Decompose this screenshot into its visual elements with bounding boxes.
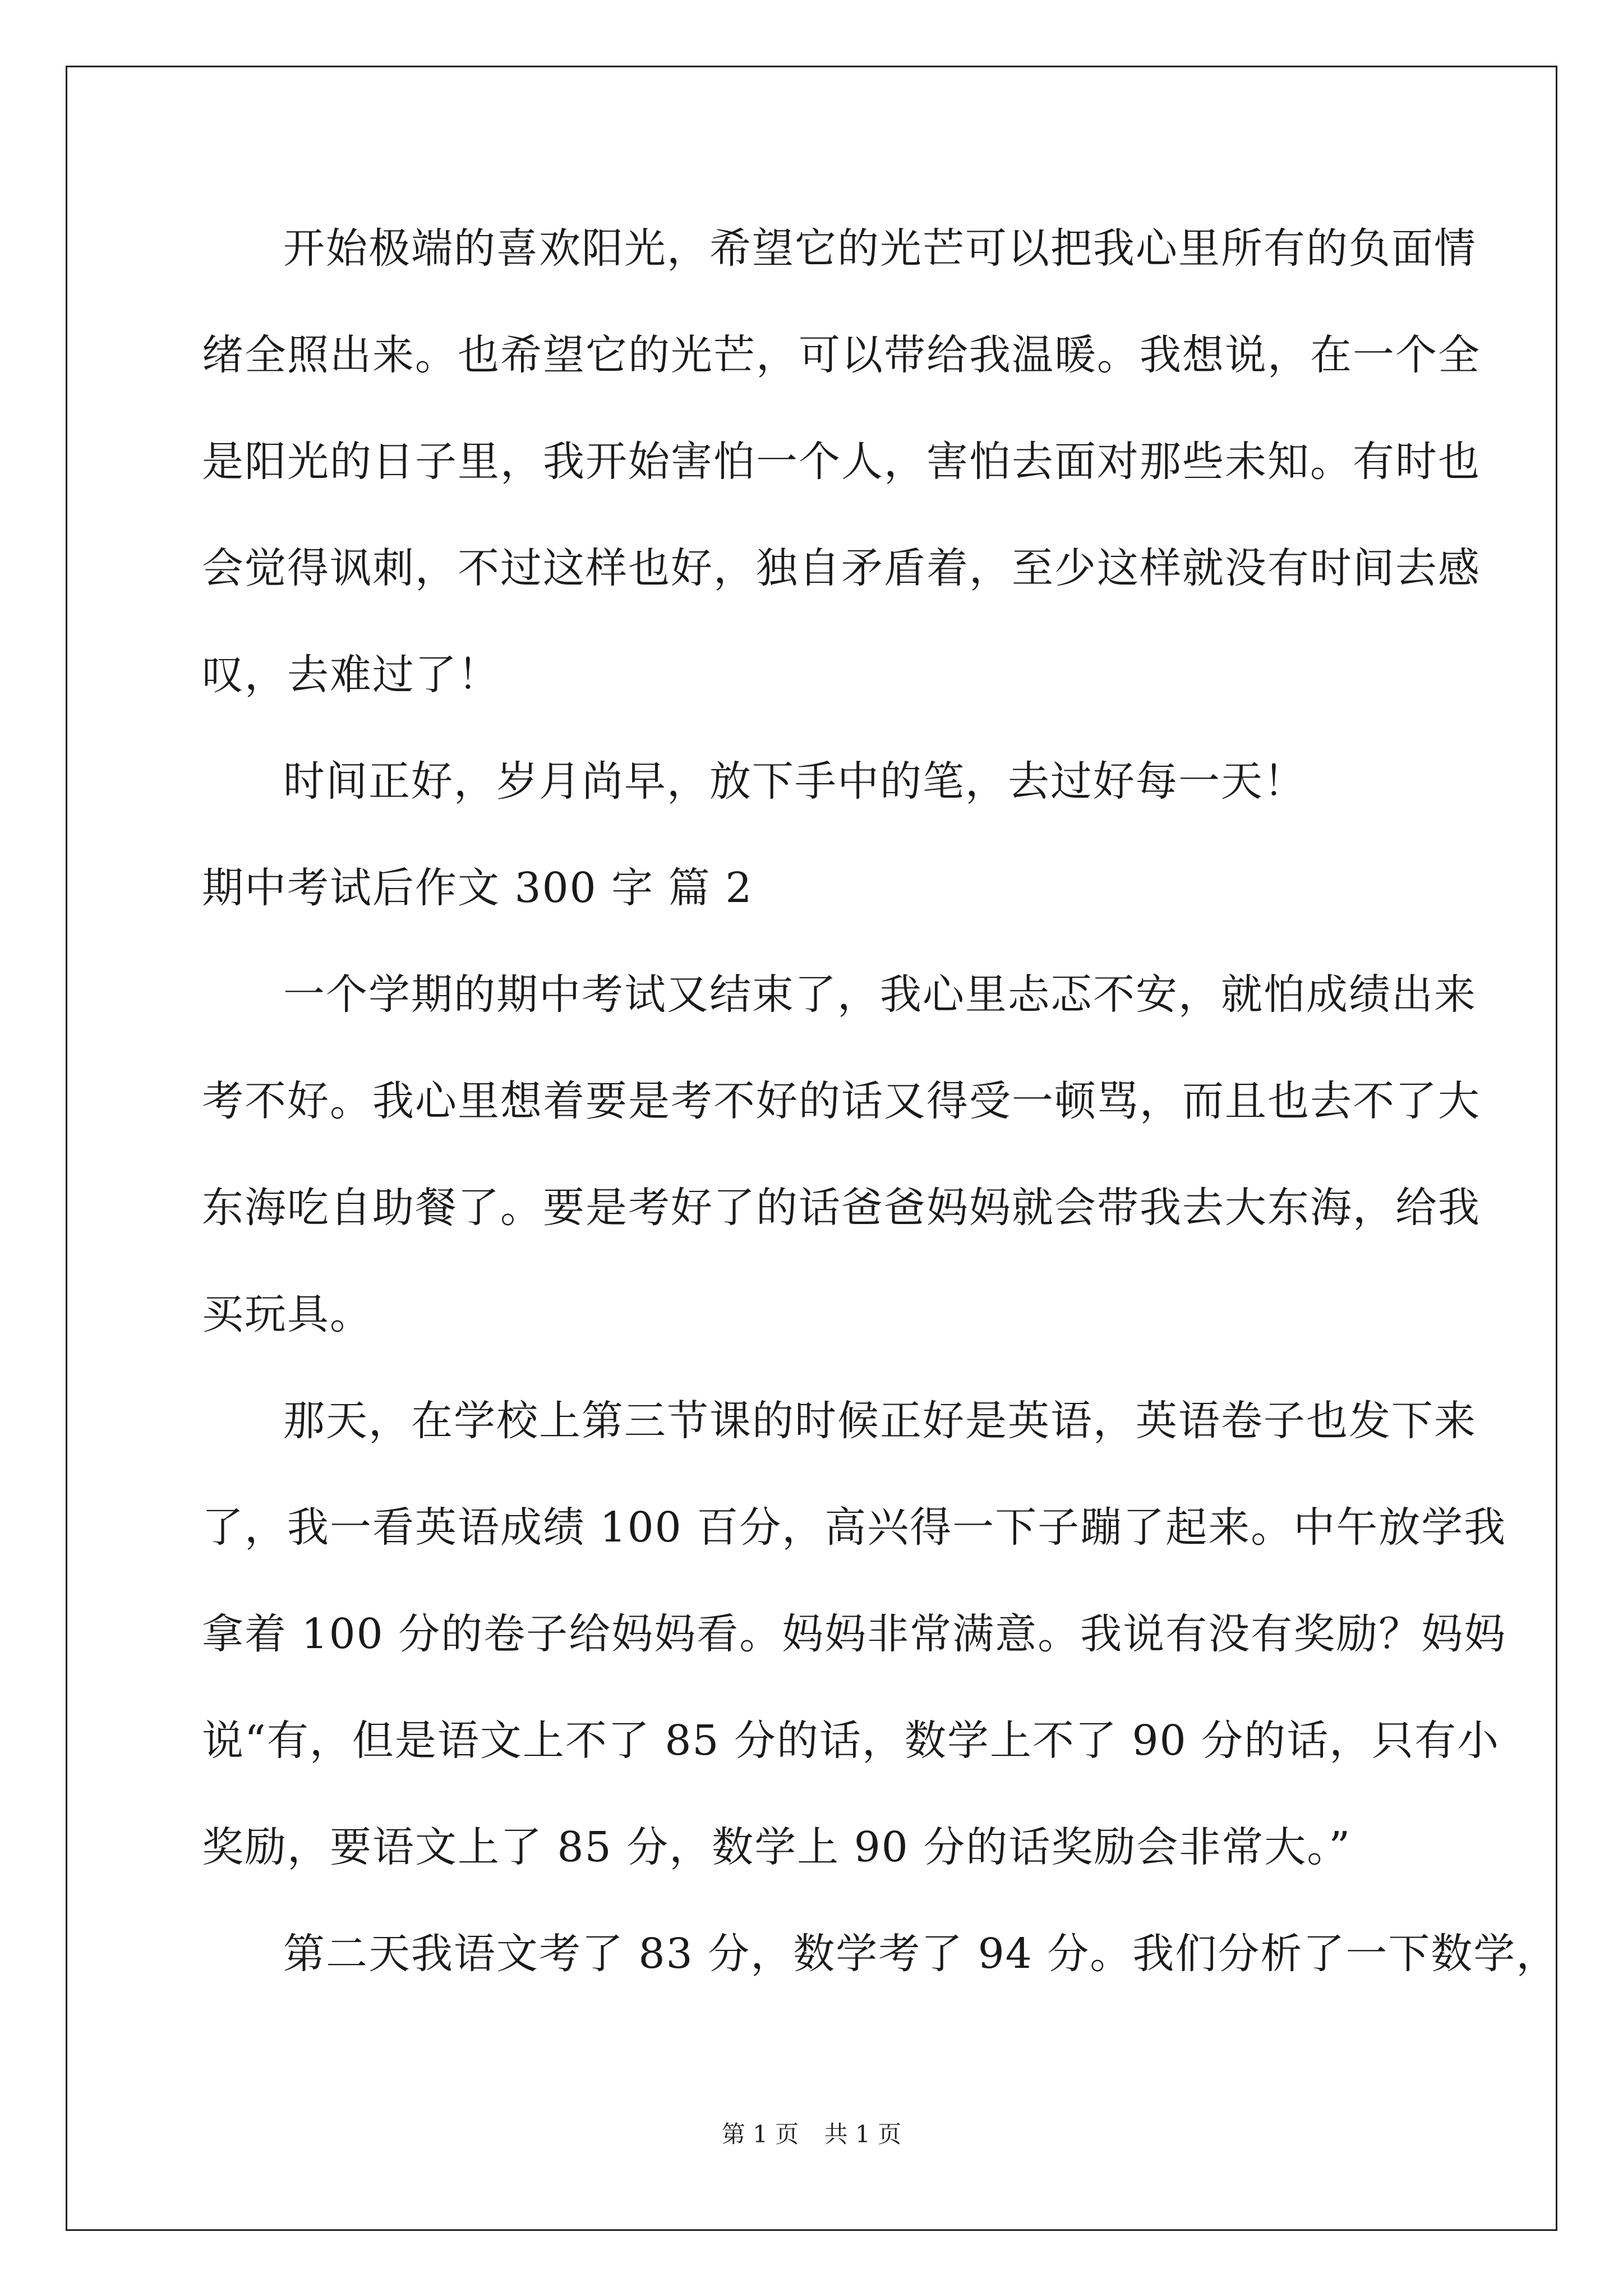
- paragraph-line: 拿着 100 分的卷子给妈妈看。妈妈非常满意。我说有没有奖励？妈妈: [202, 1610, 1507, 1658]
- paragraph-line: 叹，去难过了！: [202, 651, 500, 699]
- paragraph-line: 考不好。我心里想着要是考不好的话又得受一顿骂，而且也去不了大: [202, 1077, 1481, 1125]
- paragraph-line: 奖励，要语文上了 85 分，数学上 90 分的话奖励会非常大。”: [202, 1823, 1352, 1871]
- section-heading: 期中考试后作文 300 字 篇 2: [202, 864, 753, 912]
- paragraph-line: 是阳光的日子里，我开始害怕一个人，害怕去面对那些未知。有时也: [202, 438, 1481, 486]
- paragraph-line: 第二天我语文考了 83 分，数学考了 94 分。我们分析了一下数学，: [283, 1930, 1559, 1978]
- paragraph-line: 一个学期的期中考试又结束了，我心里忐忑不安，就怕成绩出来: [283, 970, 1477, 1019]
- paragraph-line: 绪全照出来。也希望它的光芒，可以带给我温暖。我想说，在一个全: [202, 331, 1481, 379]
- page-number: 第 1 页: [721, 2120, 799, 2148]
- page-footer: [0, 2118, 1623, 2151]
- paragraph-line: 说“有，但是语文上不了 85 分的话，数学上不了 90 分的话，只有小: [202, 1717, 1500, 1765]
- paragraph-line: 开始极端的喜欢阳光，希望它的光芒可以把我心里所有的负面情: [283, 224, 1477, 273]
- paragraph-line: 会觉得讽刺，不过这样也好，独自矛盾着，至少这样就没有时间去感: [202, 544, 1481, 592]
- paragraph-line: 东海吃自助餐了。要是考好了的话爸爸妈妈就会带我去大东海，给我: [202, 1184, 1481, 1232]
- page-total: 共 1 页: [824, 2120, 902, 2148]
- paragraph-line: 了，我一看英语成绩 100 百分，高兴得一下子蹦了起来。中午放学我: [202, 1503, 1507, 1552]
- paragraph-line: 买玩具。: [202, 1290, 372, 1338]
- page-border: [66, 66, 1557, 2231]
- paragraph-line: 时间正好，岁月尚早，放下手中的笔，去过好每一天！: [283, 757, 1306, 806]
- paragraph-line: 那天，在学校上第三节课的时候正好是英语，英语卷子也发下来: [283, 1397, 1477, 1445]
